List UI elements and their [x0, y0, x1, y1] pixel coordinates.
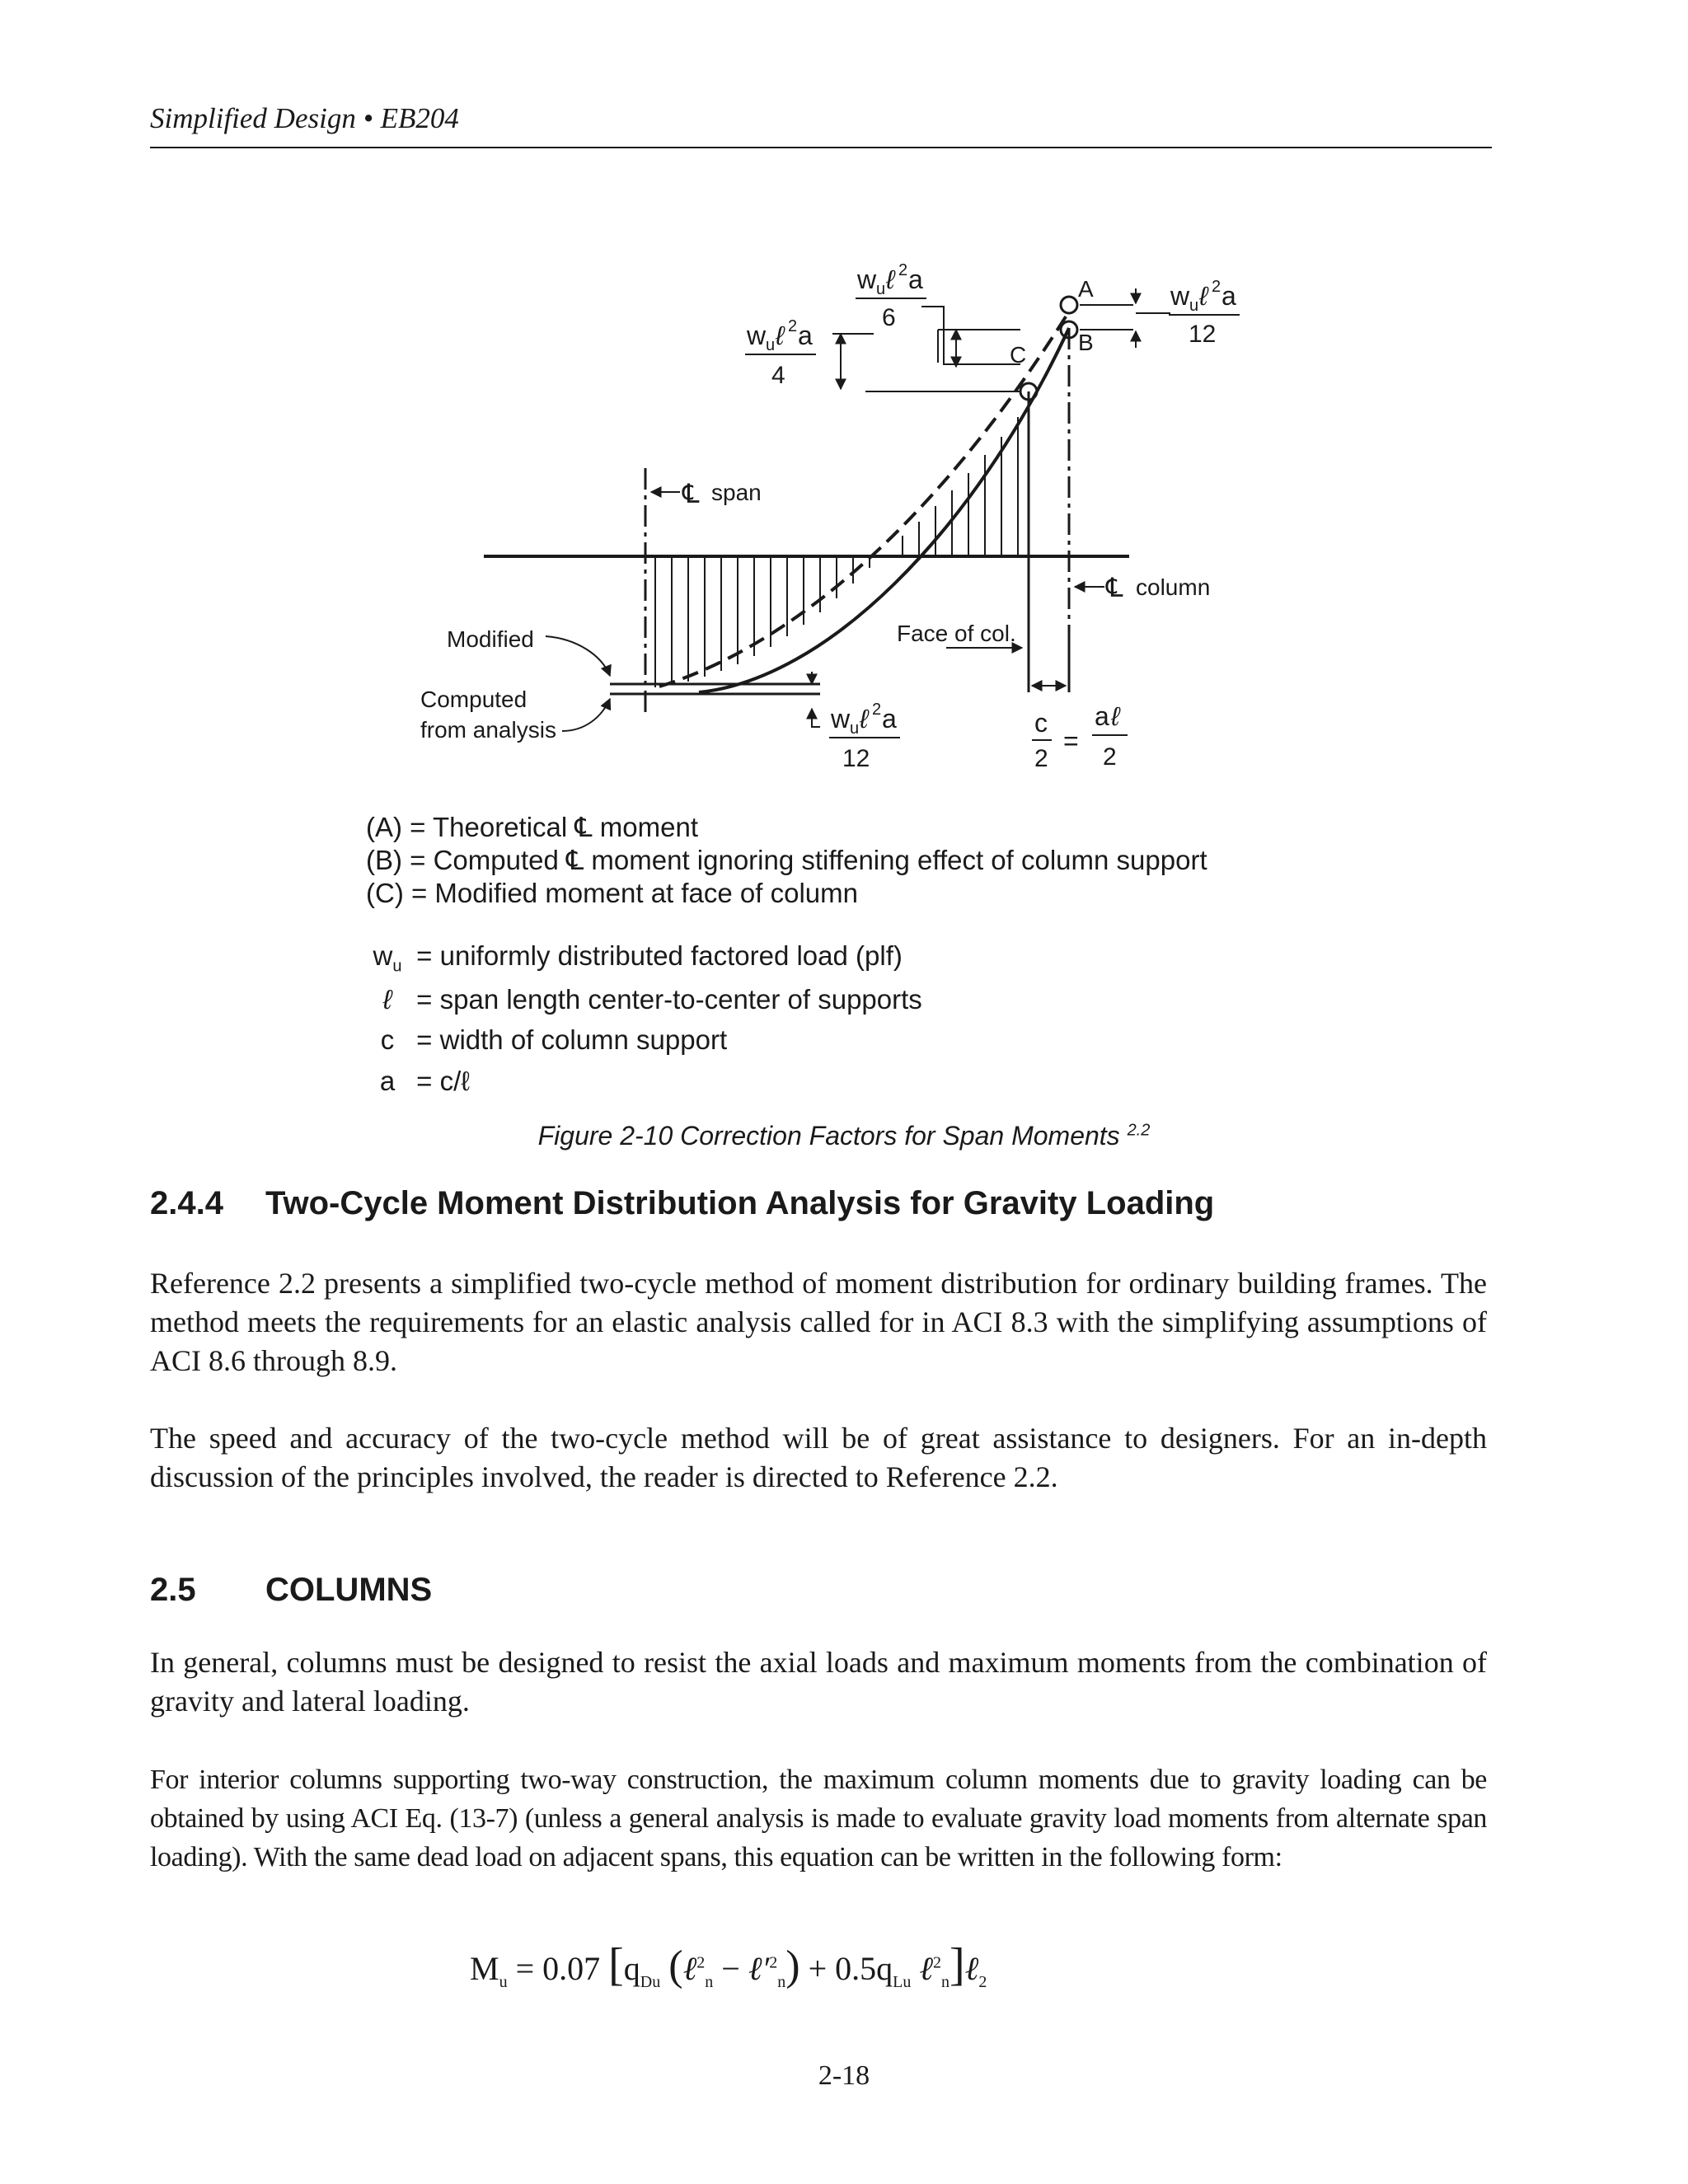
- svg-text:a: a: [1221, 281, 1236, 311]
- svg-text:ℓ: ℓ: [776, 321, 785, 350]
- column-cl-symbol: ℄: [1106, 573, 1123, 602]
- moment-correction-figure: [346, 264, 1335, 857]
- legend-row-c: (C) = Modified moment at face of column: [366, 878, 858, 908]
- svg-text:a: a: [908, 265, 923, 294]
- cl-symbol: ℄: [566, 845, 584, 875]
- svg-text:w: w: [857, 265, 877, 294]
- paragraph-two-cycle-speed: The speed and accuracy of the two-cycle method will be of great assistance to designers. For an in-depth discussion of the principles involved, the reader is directed to Reference 2.2.: [150, 1422, 1487, 1493]
- svg-text:w: w: [1170, 281, 1190, 311]
- svg-text:2: 2: [1103, 743, 1117, 771]
- svg-text:2: 2: [1212, 278, 1221, 296]
- svg-text:w: w: [747, 321, 767, 350]
- leader-c-1: [921, 307, 1020, 364]
- span-cl-symbol: ℄: [682, 479, 700, 509]
- cl-symbol: ℄: [574, 812, 593, 842]
- svg-text:2: 2: [1034, 745, 1048, 772]
- fraction-wl2a-4: [745, 317, 816, 389]
- svg-text:a: a: [1095, 701, 1109, 731]
- legend-symbol-l: ℓ = span length center-to-center of supports: [382, 983, 922, 1015]
- point-c-label: C: [1010, 342, 1027, 368]
- face-of-col-label: Face of col.: [897, 621, 1016, 646]
- fraction-wl2a-12-top: [1169, 278, 1240, 348]
- svg-text:12: 12: [1189, 321, 1217, 348]
- header-rule: [150, 147, 1492, 148]
- svg-text:2: 2: [872, 701, 882, 719]
- computed-label-1: Computed: [420, 687, 528, 712]
- svg-text:u: u: [876, 280, 886, 298]
- legend-symbol-a: a = c/ℓ: [379, 1065, 470, 1096]
- svg-text:4: 4: [771, 362, 785, 389]
- svg-text:u: u: [1189, 297, 1199, 315]
- caption-reference: 2.2: [1127, 1121, 1151, 1140]
- svg-text:c: c: [1034, 708, 1048, 738]
- svg-text:a: a: [798, 321, 813, 350]
- modified-label: Modified: [447, 626, 534, 652]
- computed-label-2: from analysis: [420, 717, 556, 743]
- column-label: column: [1136, 574, 1211, 600]
- span-label: span: [711, 480, 762, 505]
- fraction-c2-al2: [1032, 701, 1128, 772]
- point-a-marker: [1061, 297, 1077, 313]
- figure-caption: Figure 2-10 Correction Factors for Span Moments $^{2.2}$: [537, 1121, 1151, 1151]
- legend-symbol-w: $w_u$ = uniformly distributed factored load (plf): [373, 940, 903, 976]
- svg-text:a: a: [882, 704, 897, 733]
- computed-pointer: [562, 699, 610, 731]
- column-moment-equation: $M_u = 0.07$ [$q_{Du}$ (ℓ$^2_n$ − $\ell'^2_n) + 0.5q_{Lu}$ ℓ$^2_n$]ℓ$_2$: [470, 1939, 987, 1991]
- legend-symbol-c: c = width of column support: [380, 1024, 728, 1056]
- svg-text:=: =: [1063, 726, 1079, 756]
- symbol-legend: [366, 940, 922, 1105]
- page-number: 2-18: [818, 2060, 870, 2091]
- svg-text:u: u: [850, 719, 860, 738]
- svg-text:2: 2: [898, 264, 908, 279]
- svg-text:ℓ: ℓ: [860, 704, 869, 733]
- paragraph-columns-general: In general, columns must be designed to resist the axial loads and maximum moments from the combination of gravity and lateral loading.: [150, 1646, 1487, 1718]
- modified-pointer: [546, 636, 610, 676]
- point-a-label: A: [1078, 276, 1094, 302]
- svg-text:u: u: [766, 336, 776, 354]
- svg-text:12: 12: [842, 745, 870, 772]
- section-heading-2-5: 2.5 COLUMNS: [150, 1572, 433, 1608]
- fraction-wl2a-6: [856, 264, 926, 331]
- svg-text:ℓ: ℓ: [886, 265, 895, 294]
- dim-arrow-span-bottom: [812, 709, 820, 727]
- legend-row-b: (B) = Computed ℄ moment ignoring stiffening effect of column support: [366, 845, 1207, 875]
- svg-text:ℓ: ℓ: [1111, 701, 1120, 731]
- svg-text:w: w: [831, 704, 851, 733]
- point-b-label: B: [1078, 330, 1094, 355]
- svg-text:ℓ: ℓ: [1199, 281, 1208, 311]
- running-header: Simplified Design • EB204: [150, 102, 459, 134]
- section-heading-2-4-4: 2.4.4 Two-Cycle Moment Distribution Analysis for Gravity Loading: [150, 1185, 1215, 1221]
- paragraph-interior-columns: For interior columns supporting two-way construction, the maximum column moments due to gravity loading can be obtained by using ACI Eq. (13-7) (unless a general analysis is made to evaluate gravity load moments from alternate span loading). With the same dead load on adjacent spans, this equation can be written in the following form:: [150, 1765, 1487, 1872]
- fraction-wl2a-12-bottom: [829, 701, 900, 772]
- moment-legend: [366, 811, 1207, 910]
- svg-text:2: 2: [788, 317, 798, 335]
- svg-text:6: 6: [882, 304, 896, 331]
- legend-row-a: (A) = Theoretical ℄ moment: [366, 812, 698, 842]
- paragraph-reference-2-2: Reference 2.2 presents a simplified two-cycle method of moment distribution for ordinary building frames. The method meets the requirements for an elastic analysis called for in ACI 8.3 with the simplifying assumptions of ACI 8.6 through 8.9.: [150, 1267, 1487, 1377]
- moment-diagram: [346, 264, 1335, 857]
